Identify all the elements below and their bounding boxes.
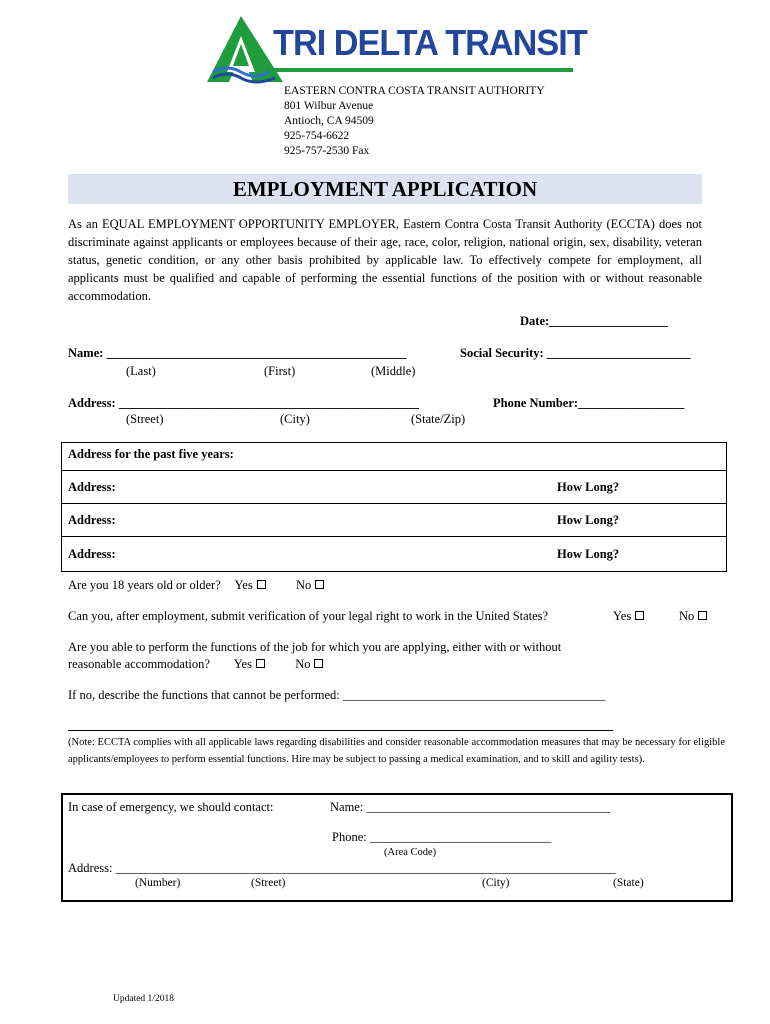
- describe-continuation-line[interactable]: [68, 730, 613, 731]
- logo-wordmark: TRI DELTA TRANSIT: [273, 22, 587, 63]
- phone-number-field[interactable]: Phone Number:_________________: [493, 396, 685, 410]
- emergency-prompt: In case of emergency, we should contact:: [68, 800, 274, 814]
- agency-phone: 925-754-6622: [284, 130, 350, 142]
- functions-no-option[interactable]: [295, 657, 323, 671]
- page-title: EMPLOYMENT APPLICATION: [232, 177, 538, 201]
- past-address-label: Address:: [68, 480, 116, 494]
- functions-question-line1: Are you able to perform the functions of the job for which you are applying, either with or without: [68, 640, 562, 654]
- age-no-checkbox[interactable]: [315, 580, 324, 589]
- no-label: No: [295, 578, 312, 592]
- functions-yes-checkbox[interactable]: [256, 659, 265, 668]
- name-part-middle: (Middle): [371, 364, 416, 378]
- address-field[interactable]: Address: ________________________________________________: [68, 396, 419, 410]
- yes-label: Yes: [234, 578, 253, 592]
- agency-street: 801 Wilbur Avenue: [284, 100, 374, 112]
- past-addresses-heading: Address for the past five years:: [68, 447, 234, 461]
- agency-city: Antioch, CA 94509: [284, 115, 374, 127]
- past-address-label: Address:: [68, 513, 116, 527]
- emergency-contact-box: [61, 793, 733, 902]
- name-field[interactable]: Name: ________________________________________________: [68, 346, 407, 360]
- address-part-city: (City): [280, 412, 310, 426]
- functions-no-checkbox[interactable]: [314, 659, 323, 668]
- name-part-last: (Last): [126, 364, 156, 378]
- emergency-address-field[interactable]: Address: ________________________________________________________________________________: [68, 861, 616, 875]
- past-addresses-table: [61, 442, 727, 572]
- yes-label: Yes: [233, 657, 252, 671]
- emergency-part-city: (City): [482, 877, 510, 889]
- verify-yes-option[interactable]: [613, 609, 644, 624]
- verify-no-option[interactable]: [679, 609, 707, 624]
- yes-label: Yes: [613, 609, 632, 623]
- verify-question-text: Can you, after employment, submit verification of your legal right to work in the United States?: [68, 609, 549, 623]
- accommodation-note: (Note: ECCTA complies with all applicable laws regarding disabilities and consider reasonable accommodation measures that may be necessary for eligible applicants/employees to perform essential functions. Hire may be subject to passing a medical examination, and to skill and agility tests).: [68, 737, 725, 765]
- table-row[interactable]: [62, 503, 726, 537]
- eeo-statement: As an EQUAL EMPLOYMENT OPPORTUNITY EMPLOYER, Eastern Contra Costa Transit Authority (ECCTA) does not discriminate against applicants or employees because of their age, race, color, religion, national origin, sex, disability, veteran status, genetic condition, or any other basis prohibited by applicable law. To effectively compete for employment, all applicants must be qualified and capable of performing the essential functions of the position with or without reasonable accommodation.: [68, 217, 702, 303]
- age-yes-option[interactable]: [235, 578, 266, 592]
- no-label: No: [295, 657, 311, 671]
- age-question: [68, 578, 324, 593]
- address-part-street: (Street): [126, 412, 164, 426]
- emergency-part-state: (State): [613, 877, 644, 889]
- no-label: No: [679, 609, 695, 623]
- agency-name: EASTERN CONTRA COSTA TRANSIT AUTHORITY: [284, 85, 545, 97]
- emergency-phone-field[interactable]: Phone: _____________________________: [332, 830, 552, 844]
- area-code-label: (Area Code): [384, 847, 437, 858]
- describe-functions-field[interactable]: If no, describe the functions that cannot be performed: __________________________________________: [68, 688, 606, 702]
- how-long-label: How Long?: [557, 513, 620, 527]
- how-long-label: How Long?: [557, 547, 620, 561]
- name-part-first: (First): [264, 364, 296, 378]
- functions-question-line2: [68, 657, 323, 672]
- emergency-part-number: (Number): [135, 877, 181, 889]
- logo-underline: [273, 68, 573, 72]
- verify-no-checkbox[interactable]: [698, 611, 707, 620]
- agency-address-block: [284, 84, 545, 159]
- age-no-option[interactable]: [296, 578, 324, 592]
- table-row[interactable]: [62, 536, 726, 571]
- how-long-label: How Long?: [557, 480, 620, 494]
- emergency-name-field[interactable]: Name: _______________________________________: [330, 800, 611, 814]
- functions-question-text: reasonable accommodation?: [68, 657, 210, 671]
- verify-yes-checkbox[interactable]: [635, 611, 644, 620]
- table-row[interactable]: [62, 470, 726, 504]
- functions-yes-option[interactable]: [234, 657, 265, 671]
- address-part-state-zip: (State/Zip): [411, 412, 466, 426]
- ssn-field[interactable]: Social Security: _______________________: [460, 346, 691, 360]
- age-yes-checkbox[interactable]: [257, 580, 266, 589]
- past-address-label: Address:: [68, 547, 116, 561]
- age-question-text: Are you 18 years old or older?: [68, 578, 221, 592]
- logo: [205, 14, 587, 84]
- date-field[interactable]: Date:___________________: [520, 314, 668, 328]
- agency-fax: 925-757-2530 Fax: [284, 145, 370, 157]
- title-band: [68, 174, 702, 204]
- emergency-part-street: (Street): [251, 877, 286, 889]
- revision-date: Updated 1/2018: [113, 994, 174, 1004]
